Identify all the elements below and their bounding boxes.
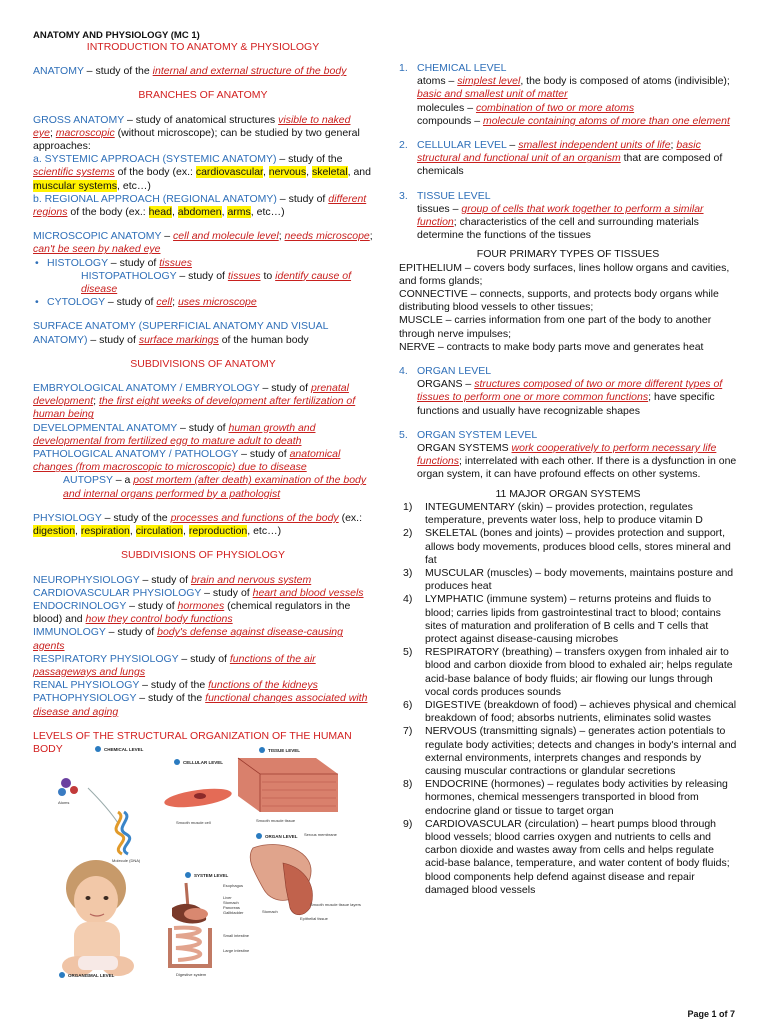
fig-smooth-tissue-label: Smooth muscle tissue	[256, 818, 296, 823]
organ-system-item: 9) CARDIOVASCULAR (circulation) – heart pumps blood through blood vessels; blood carries oxygen and nutrients to cells and carbon dioxide and wastes away from cells and helps regulate acid-base balance, temperature, and water content of body fluids; blood components help defend against disease and repair damaged blood vessels	[403, 817, 730, 896]
organ-system-item: 4) LYMPHATIC (immune system) – returns proteins and fluids to blood; carries lipids from gastrointestinal tract to blood; contains sites of maturation and proliferation of B cells and T cells that protect against disease-causing microbes	[403, 593, 721, 645]
fig-digestive-label: Digestive system	[176, 972, 207, 977]
pathophysiology: PATHOPHYSIOLOGY – study of the functional changes associated with disease and aging	[33, 692, 368, 718]
microscopic-anatomy: MICROSCOPIC ANATOMY – cell and molecule level; needs microscope; can't be seen by naked eye	[33, 230, 373, 256]
respiratory-physiology: RESPIRATORY PHYSIOLOGY – study of functions of the air passageways and lungs	[33, 652, 316, 678]
fig-molecule-label: Molecule (DNA)	[112, 858, 141, 863]
fig-stomach-label: Stomach	[262, 909, 278, 914]
eleven-systems-heading: 11 MAJOR ORGAN SYSTEMS	[495, 487, 641, 500]
cardiovascular-physiology: CARDIOVASCULAR PHYSIOLOGY – study of heart and blood vessels	[33, 586, 364, 599]
cytology: • CYTOLOGY – study of cell; uses microscope	[33, 296, 373, 309]
cellular-level: 2. CELLULAR LEVEL – smallest independent units of life; basic structural and functional unit of an organism that are composed of chemicals	[399, 139, 723, 178]
page-number: Page 1 of 7	[687, 1009, 735, 1019]
gross-anatomy: GROSS ANATOMY – study of anatomical structures visible to naked eye; macroscopic (without microscope); can be studied by two general approaches:	[33, 113, 360, 153]
fig-stomach2-label: Stomach	[223, 900, 239, 905]
pathological-anatomy: PATHOLOGICAL ANATOMY / PATHOLOGY – study of anatomical changes (from macroscopic to microscopic) due to disease	[33, 448, 341, 474]
embryology: EMBRYOLOGICAL ANATOMY / EMBRYOLOGY – study of prenatal development; the first eight weeks of development after fertilization of human being	[33, 382, 356, 421]
left-column	[33, 41, 373, 756]
organ-system-item: 7) NERVOUS (transmitting signals) – generates action potentials to regulate body activities; detects and changes in body's internal and external environments, interprets changes and responds by causing muscular contractions or glandular secretions	[403, 725, 737, 777]
fig-smooth-layers-label: Smooth muscle tissue layers	[310, 902, 361, 907]
fig-organ-label: ORGAN LEVEL	[265, 834, 298, 839]
renal-physiology: RENAL PHYSIOLOGY – study of the functions of the kidneys	[33, 679, 318, 692]
fig-esophagus-label: Esophagus	[223, 883, 244, 888]
tissue-type-item: CONNECTIVE – connects, supports, and protects body organs while distributing blood vessels to other tissues;	[399, 288, 719, 314]
anatomy-definition: ANATOMY – study of the internal and external structure of the body	[33, 65, 347, 78]
organ-system-item: 5) RESPIRATORY (breathing) – transfers oxygen from inhaled air to blood and carbon dioxide from blood to exhaled air; helps regulate acid-base balance of body fluids; air flowing our lungs through vocal cords produces sounds	[403, 646, 733, 698]
fig-small-intestine-label: Small intestine	[223, 933, 250, 938]
fig-smooth-cell-label: Smooth muscle cell	[176, 820, 211, 825]
levels-heading: LEVELS OF THE STRUCTURAL ORGANIZATION OF THE HUMAN BODY	[33, 729, 352, 755]
subdivisions-physiology-heading: SUBDIVISIONS OF PHYSIOLOGY	[121, 549, 285, 562]
organ-system-item: 8) ENDOCRINE (hormones) – regulates body activities by releasing hormones, chemical messengers transported in blood from endocrine gland or tissue to target organ	[403, 778, 728, 817]
developmental-anatomy: DEVELOPMENTAL ANATOMY – study of human growth and developmental from fertilized egg to mature adult to death	[33, 421, 316, 447]
fig-organismal-label: ORGANISMAL LEVEL	[68, 973, 115, 978]
autopsy: AUTOPSY – a post mortem (after death) examination of the body and internal organs performed by a pathologist	[63, 474, 367, 500]
organ-system-level: 5. ORGAN SYSTEM LEVEL ORGAN SYSTEMS work cooperatively to perform necessary life functions; interrelated with each other. If there is a dysfunction in one organ system, it can have profound effects on other systems.	[399, 428, 737, 481]
fig-system-label: SYSTEM LEVEL	[194, 873, 229, 878]
fig-atoms-label: Atoms	[58, 800, 70, 805]
organ-system-item: 3) MUSCULAR (muscles) – body movements, maintains posture and produces heat	[403, 566, 734, 593]
document-header: ANATOMY AND PHYSIOLOGY (MC 1)	[33, 30, 200, 41]
histopathology: HISTOPATHOLOGY – study of tissues to identify cause of disease	[81, 269, 352, 296]
organ-system-item: 1) INTEGUMENTARY (skin) – provides protection, regulates temperature, prevents water loss, help to produce vitamin D	[403, 500, 703, 527]
organ-system-item: 6) DIGESTIVE (breakdown of food) – achieves physical and chemical breakdown of food; absorbs nutrients, eliminates solid wastes	[403, 698, 737, 725]
fig-chemical-label: CHEMICAL LEVEL	[104, 747, 144, 752]
tissue-types-list	[399, 262, 737, 354]
surface-anatomy: SURFACE ANATOMY (SUPERFICIAL ANATOMY AND VISUAL ANATOMY) – study of surface markings of the human body	[33, 320, 329, 346]
fig-cellular-label: CELLULAR LEVEL	[183, 760, 223, 765]
fig-large-intestine-label: Large intestine	[223, 948, 250, 953]
endocrinology: ENDOCRINOLOGY – study of hormones (chemical regulators in the blood) and how they control body functions	[33, 599, 351, 626]
organ-system-item: 2) SKELETAL (bones and joints) – provides protection and support, allows body movements, produces blood cells, stores mineral and fat	[403, 527, 731, 566]
organ-systems-list	[399, 501, 737, 897]
systemic-approach: a. SYSTEMIC APPROACH (SYSTEMIC ANATOMY) – study of the scientific systems of the body (ex.: cardiovascular, nervous, skeletal, and muscular systems, etc…)	[33, 153, 371, 192]
physiology-definition: PHYSIOLOGY – study of the processes and functions of the body (ex.: digestion, respiration, circulation, reproduction, etc…)	[33, 511, 363, 538]
neurophysiology: NEUROPHYSIOLOGY – study of brain and nervous system	[33, 573, 312, 586]
subdivisions-anatomy-heading: SUBDIVISIONS OF ANATOMY	[130, 357, 276, 370]
regional-approach: b. REGIONAL APPROACH (REGIONAL ANATOMY) – study of different regions of the body (ex.: head, abdomen, arms, etc…)	[33, 192, 367, 219]
tissue-type-item: MUSCLE – carries information from one part of the body to another through nerve impulses;	[399, 314, 712, 340]
fig-serous-label: Serous membrane	[304, 832, 337, 837]
organ-level: 4. ORGAN LEVEL ORGANS – structures composed of two or more different types of tissues to perform one or more common functions; have specific functions and usually have recognizable shapes	[399, 365, 723, 417]
fig-liver-label: Liver	[223, 895, 232, 900]
four-tissues-heading: FOUR PRIMARY TYPES OF TISSUES	[476, 248, 660, 261]
fig-tissue-label: TISSUE LEVEL	[268, 748, 301, 753]
tissue-type-item: EPITHELIUM – covers body surfaces, lines hollow organs and cavities, and forms glands;	[399, 261, 730, 287]
structural-organization-figure	[48, 738, 361, 980]
page-title: INTRODUCTION TO ANATOMY & PHYSIOLOGY	[86, 41, 320, 53]
fig-epithelial-label: Epithelial tissue	[300, 916, 328, 921]
immunology: IMMUNOLOGY – study of body's defense against disease-causing agents	[33, 626, 343, 652]
chemical-level: 1. CHEMICAL LEVEL atoms – simplest level, the body is composed of atoms (indivisible); basic and smallest unit of matter molecules – combination of two or more atoms compounds – molecule containing atoms of more than one element	[399, 62, 730, 127]
right-column	[399, 62, 737, 897]
tissue-level: 3. TISSUE LEVEL tissues – group of cells that work together to perform a similar function; characteristics of the cell and surrounding materials determine the functions of the tissues	[399, 189, 704, 242]
branches-heading: BRANCHES OF ANATOMY	[138, 89, 268, 102]
fig-pancreas-label: Pancreas	[223, 905, 240, 910]
histology: • HISTOLOGY – study of tissues	[33, 257, 373, 270]
tissue-type-item: NERVE – contracts to make body parts move and generates heat	[399, 340, 704, 353]
fig-gallbladder-label: Gallbladder	[223, 910, 244, 915]
